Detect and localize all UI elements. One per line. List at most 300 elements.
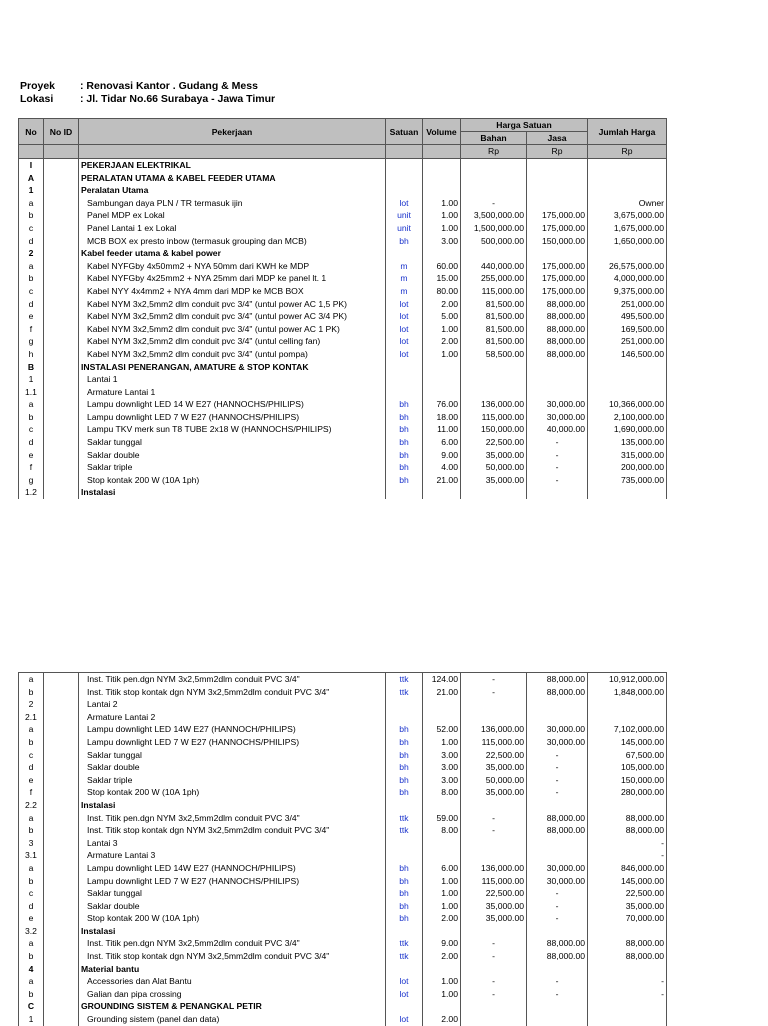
row-volume bbox=[423, 799, 461, 812]
row-pekerjaan: Kabel NYM 3x2,5mm2 dlm conduit pvc 3/4" (untul pompa) bbox=[79, 348, 386, 361]
row-volume: 1.00 bbox=[423, 875, 461, 888]
row-jasa bbox=[527, 247, 588, 260]
row-jumlah: 1,650,000.00 bbox=[588, 235, 667, 248]
row-jasa bbox=[527, 373, 588, 386]
row-jumlah: 495,500.00 bbox=[588, 310, 667, 323]
table-row bbox=[19, 862, 667, 875]
row-jumlah: - bbox=[588, 975, 667, 988]
row-jumlah: 10,366,000.00 bbox=[588, 398, 667, 411]
row-satuan bbox=[386, 386, 423, 399]
row-noid bbox=[44, 323, 79, 336]
row-noid bbox=[44, 209, 79, 222]
rab-table-page-2 bbox=[18, 672, 667, 1026]
row-noid bbox=[44, 461, 79, 474]
table-row bbox=[19, 963, 667, 976]
row-jasa: - bbox=[527, 761, 588, 774]
row-noid bbox=[44, 988, 79, 1001]
row-volume bbox=[423, 361, 461, 374]
row-volume: 4.00 bbox=[423, 461, 461, 474]
row-jasa bbox=[527, 184, 588, 197]
row-volume: 2.00 bbox=[423, 335, 461, 348]
row-bahan: 50,000.00 bbox=[461, 461, 527, 474]
row-volume: 9.00 bbox=[423, 449, 461, 462]
row-no: I bbox=[19, 159, 44, 172]
row-bahan bbox=[461, 963, 527, 976]
row-bahan: 35,000.00 bbox=[461, 912, 527, 925]
col-rp-jasa: Rp bbox=[527, 145, 588, 159]
row-volume: 21.00 bbox=[423, 474, 461, 487]
row-noid bbox=[44, 373, 79, 386]
row-noid bbox=[44, 774, 79, 787]
row-noid bbox=[44, 749, 79, 762]
row-jumlah: 169,500.00 bbox=[588, 323, 667, 336]
row-no: b bbox=[19, 686, 44, 699]
row-pekerjaan: MCB BOX ex presto inbow (termasuk grouping dan MCB) bbox=[79, 235, 386, 248]
row-volume: 18.00 bbox=[423, 411, 461, 424]
row-bahan: - bbox=[461, 812, 527, 825]
table-row bbox=[19, 799, 667, 812]
row-bahan: 115,000.00 bbox=[461, 411, 527, 424]
row-pekerjaan: Kabel NYM 3x2,5mm2 dlm conduit pvc 3/4" (untul celling fan) bbox=[79, 335, 386, 348]
row-volume bbox=[423, 184, 461, 197]
row-satuan: lot bbox=[386, 335, 423, 348]
row-satuan bbox=[386, 486, 423, 499]
row-satuan: bh bbox=[386, 774, 423, 787]
row-no: a bbox=[19, 862, 44, 875]
row-pekerjaan: Armature Lantai 3 bbox=[79, 849, 386, 862]
row-satuan bbox=[386, 925, 423, 938]
table-row bbox=[19, 950, 667, 963]
row-bahan: 81,500.00 bbox=[461, 310, 527, 323]
table-row bbox=[19, 348, 667, 361]
row-satuan: bh bbox=[386, 912, 423, 925]
row-jumlah: 135,000.00 bbox=[588, 436, 667, 449]
row-jasa bbox=[527, 197, 588, 210]
row-no: d bbox=[19, 298, 44, 311]
row-volume bbox=[423, 1000, 461, 1013]
table-row bbox=[19, 222, 667, 235]
table-row bbox=[19, 172, 667, 185]
row-noid bbox=[44, 937, 79, 950]
col-rp-jumlah: Rp bbox=[588, 145, 667, 159]
row-jasa: - bbox=[527, 449, 588, 462]
row-jumlah: 88,000.00 bbox=[588, 824, 667, 837]
row-no: a bbox=[19, 723, 44, 736]
table-row bbox=[19, 912, 667, 925]
row-pekerjaan: Kabel NYM 3x2,5mm2 dlm conduit pvc 3/4" (untul power AC 1,5 PK) bbox=[79, 298, 386, 311]
row-volume: 5.00 bbox=[423, 310, 461, 323]
row-volume: 1.00 bbox=[423, 988, 461, 1001]
row-jumlah: 7,102,000.00 bbox=[588, 723, 667, 736]
row-bahan: 1,500,000.00 bbox=[461, 222, 527, 235]
project-value: : Renovasi Kantor . Gudang & Mess bbox=[80, 80, 258, 92]
col-rp-bahan: Rp bbox=[461, 145, 527, 159]
row-no: b bbox=[19, 950, 44, 963]
row-jasa: 150,000.00 bbox=[527, 235, 588, 248]
table-row bbox=[19, 411, 667, 424]
row-noid bbox=[44, 436, 79, 449]
row-noid bbox=[44, 925, 79, 938]
row-jumlah: 70,000.00 bbox=[588, 912, 667, 925]
row-pekerjaan: Saklar triple bbox=[79, 461, 386, 474]
row-volume: 3.00 bbox=[423, 749, 461, 762]
row-bahan: - bbox=[461, 988, 527, 1001]
row-pekerjaan: Inst. Titik pen.dgn NYM 3x2,5mm2dlm conduit PVC 3/4" bbox=[79, 937, 386, 950]
row-pekerjaan: Kabel NYFGby 4x25mm2 + NYA 25mm dari MDP ke panel lt. 1 bbox=[79, 272, 386, 285]
row-jasa bbox=[527, 799, 588, 812]
row-no: b bbox=[19, 209, 44, 222]
table-row bbox=[19, 310, 667, 323]
table-row bbox=[19, 272, 667, 285]
row-pekerjaan: Inst. Titik stop kontak dgn NYM 3x2,5mm2dlm conduit PVC 3/4" bbox=[79, 824, 386, 837]
row-volume bbox=[423, 172, 461, 185]
row-volume: 8.00 bbox=[423, 786, 461, 799]
row-satuan: bh bbox=[386, 786, 423, 799]
row-satuan: bh bbox=[386, 723, 423, 736]
row-bahan: 500,000.00 bbox=[461, 235, 527, 248]
row-jasa bbox=[527, 698, 588, 711]
table-row bbox=[19, 285, 667, 298]
row-jumlah: 35,000.00 bbox=[588, 900, 667, 913]
row-volume: 1.00 bbox=[423, 197, 461, 210]
row-satuan bbox=[386, 963, 423, 976]
row-jasa bbox=[527, 711, 588, 724]
row-jasa bbox=[527, 159, 588, 172]
row-no: e bbox=[19, 774, 44, 787]
table-body-page-2 bbox=[19, 673, 667, 1026]
table-row bbox=[19, 335, 667, 348]
row-jasa: 30,000.00 bbox=[527, 411, 588, 424]
col-noid: No ID bbox=[44, 119, 79, 145]
row-bahan: 115,000.00 bbox=[461, 875, 527, 888]
row-pekerjaan: Inst. Titik stop kontak dgn NYM 3x2,5mm2dlm conduit PVC 3/4" bbox=[79, 950, 386, 963]
row-noid bbox=[44, 159, 79, 172]
row-no: g bbox=[19, 474, 44, 487]
col-blank bbox=[79, 145, 386, 159]
row-satuan: bh bbox=[386, 761, 423, 774]
row-jasa: 88,000.00 bbox=[527, 812, 588, 825]
table-row bbox=[19, 486, 667, 499]
row-jasa bbox=[527, 925, 588, 938]
row-satuan bbox=[386, 361, 423, 374]
table-row bbox=[19, 975, 667, 988]
row-jasa: - bbox=[527, 887, 588, 900]
row-jumlah: 22,500.00 bbox=[588, 887, 667, 900]
row-jumlah bbox=[588, 184, 667, 197]
row-jumlah: 88,000.00 bbox=[588, 937, 667, 950]
row-pekerjaan: Sambungan daya PLN / TR termasuk ijin bbox=[79, 197, 386, 210]
row-jasa bbox=[527, 837, 588, 850]
row-no: a bbox=[19, 937, 44, 950]
row-jumlah: 735,000.00 bbox=[588, 474, 667, 487]
row-jasa: 175,000.00 bbox=[527, 209, 588, 222]
table-row bbox=[19, 361, 667, 374]
row-volume: 80.00 bbox=[423, 285, 461, 298]
row-no: 3.1 bbox=[19, 849, 44, 862]
row-pekerjaan: PEKERJAAN ELEKTRIKAL bbox=[79, 159, 386, 172]
row-satuan bbox=[386, 184, 423, 197]
row-volume bbox=[423, 373, 461, 386]
row-jumlah: 145,000.00 bbox=[588, 875, 667, 888]
row-jasa: - bbox=[527, 474, 588, 487]
row-no: f bbox=[19, 786, 44, 799]
row-pekerjaan: Lantai 2 bbox=[79, 698, 386, 711]
row-bahan: 150,000.00 bbox=[461, 423, 527, 436]
row-pekerjaan: Kabel NYM 3x2,5mm2 dlm conduit pvc 3/4" (untul power AC 3/4 PK) bbox=[79, 310, 386, 323]
row-jasa: 88,000.00 bbox=[527, 298, 588, 311]
table-row bbox=[19, 449, 667, 462]
row-pekerjaan: Instalasi bbox=[79, 925, 386, 938]
row-bahan bbox=[461, 247, 527, 260]
row-volume: 1.00 bbox=[423, 975, 461, 988]
row-no: c bbox=[19, 222, 44, 235]
table-row bbox=[19, 386, 667, 399]
row-pekerjaan: Inst. Titik pen.dgn NYM 3x2,5mm2dlm conduit PVC 3/4" bbox=[79, 812, 386, 825]
row-pekerjaan: Galian dan pipa crossing bbox=[79, 988, 386, 1001]
row-no: C bbox=[19, 1000, 44, 1013]
row-no: e bbox=[19, 310, 44, 323]
row-noid bbox=[44, 222, 79, 235]
row-jumlah: 88,000.00 bbox=[588, 812, 667, 825]
row-satuan bbox=[386, 172, 423, 185]
row-volume bbox=[423, 386, 461, 399]
row-bahan: - bbox=[461, 950, 527, 963]
col-satuan: Satuan bbox=[386, 119, 423, 145]
row-satuan: bh bbox=[386, 461, 423, 474]
table-row bbox=[19, 774, 667, 787]
rab-table-page-1 bbox=[18, 118, 667, 499]
row-volume: 11.00 bbox=[423, 423, 461, 436]
row-no: g bbox=[19, 335, 44, 348]
row-no: a bbox=[19, 812, 44, 825]
row-jasa: 30,000.00 bbox=[527, 723, 588, 736]
row-jumlah: 3,675,000.00 bbox=[588, 209, 667, 222]
row-jasa bbox=[527, 172, 588, 185]
row-noid bbox=[44, 736, 79, 749]
row-volume: 59.00 bbox=[423, 812, 461, 825]
row-jasa: 175,000.00 bbox=[527, 272, 588, 285]
row-noid bbox=[44, 184, 79, 197]
row-no: d bbox=[19, 900, 44, 913]
row-satuan bbox=[386, 159, 423, 172]
row-jasa: - bbox=[527, 912, 588, 925]
row-satuan: bh bbox=[386, 474, 423, 487]
row-volume bbox=[423, 247, 461, 260]
row-satuan: bh bbox=[386, 862, 423, 875]
row-pekerjaan: Saklar double bbox=[79, 761, 386, 774]
row-noid bbox=[44, 761, 79, 774]
row-bahan bbox=[461, 799, 527, 812]
col-jasa: Jasa bbox=[527, 132, 588, 145]
row-no: a bbox=[19, 673, 44, 686]
row-bahan: 115,000.00 bbox=[461, 285, 527, 298]
row-noid bbox=[44, 887, 79, 900]
row-noid bbox=[44, 348, 79, 361]
row-no: a bbox=[19, 398, 44, 411]
row-bahan: 58,500.00 bbox=[461, 348, 527, 361]
project-line bbox=[20, 80, 258, 92]
row-jumlah: 26,575,000.00 bbox=[588, 260, 667, 273]
row-no: a bbox=[19, 260, 44, 273]
row-bahan bbox=[461, 486, 527, 499]
row-volume: 9.00 bbox=[423, 937, 461, 950]
row-no: 2 bbox=[19, 698, 44, 711]
row-jumlah: 67,500.00 bbox=[588, 749, 667, 762]
col-volume: Volume bbox=[423, 119, 461, 145]
row-jasa: 88,000.00 bbox=[527, 824, 588, 837]
row-jasa bbox=[527, 386, 588, 399]
row-jasa: 30,000.00 bbox=[527, 862, 588, 875]
row-jasa: - bbox=[527, 786, 588, 799]
row-bahan: - bbox=[461, 197, 527, 210]
row-jumlah: - bbox=[588, 837, 667, 850]
row-volume: 6.00 bbox=[423, 436, 461, 449]
row-no: h bbox=[19, 348, 44, 361]
row-no: 4 bbox=[19, 963, 44, 976]
table-row bbox=[19, 900, 667, 913]
row-jumlah bbox=[588, 386, 667, 399]
table-row bbox=[19, 786, 667, 799]
row-volume bbox=[423, 486, 461, 499]
row-bahan: 35,000.00 bbox=[461, 761, 527, 774]
row-volume: 6.00 bbox=[423, 862, 461, 875]
table-row bbox=[19, 209, 667, 222]
row-satuan: bh bbox=[386, 887, 423, 900]
row-no: c bbox=[19, 887, 44, 900]
row-pekerjaan: Panel MDP ex Lokal bbox=[79, 209, 386, 222]
table-row bbox=[19, 373, 667, 386]
row-jumlah bbox=[588, 247, 667, 260]
row-satuan: bh bbox=[386, 423, 423, 436]
row-jasa bbox=[527, 849, 588, 862]
row-bahan bbox=[461, 172, 527, 185]
row-pekerjaan: Saklar double bbox=[79, 449, 386, 462]
row-jumlah: 9,375,000.00 bbox=[588, 285, 667, 298]
row-jasa: 175,000.00 bbox=[527, 222, 588, 235]
row-jumlah bbox=[588, 373, 667, 386]
row-bahan: - bbox=[461, 686, 527, 699]
row-jumlah: 251,000.00 bbox=[588, 335, 667, 348]
row-volume: 1.00 bbox=[423, 222, 461, 235]
row-volume: 3.00 bbox=[423, 774, 461, 787]
row-no: c bbox=[19, 285, 44, 298]
row-no: 1.1 bbox=[19, 386, 44, 399]
row-jumlah: 251,000.00 bbox=[588, 298, 667, 311]
row-satuan: lot bbox=[386, 988, 423, 1001]
row-satuan: ttk bbox=[386, 937, 423, 950]
row-pekerjaan: Lampu TKV merk sun T8 TUBE 2x18 W (HANNOCHS/PHILIPS) bbox=[79, 423, 386, 436]
row-no: c bbox=[19, 749, 44, 762]
table-row bbox=[19, 711, 667, 724]
row-satuan: m bbox=[386, 260, 423, 273]
table-row bbox=[19, 749, 667, 762]
table-row bbox=[19, 812, 667, 825]
row-jumlah: - bbox=[588, 988, 667, 1001]
row-no: a bbox=[19, 975, 44, 988]
table-row bbox=[19, 925, 667, 938]
row-volume: 124.00 bbox=[423, 673, 461, 686]
row-bahan: 136,000.00 bbox=[461, 723, 527, 736]
row-jumlah bbox=[588, 698, 667, 711]
table-row bbox=[19, 323, 667, 336]
row-bahan: 81,500.00 bbox=[461, 335, 527, 348]
row-volume: 2.00 bbox=[423, 1013, 461, 1026]
row-noid bbox=[44, 686, 79, 699]
row-pekerjaan: Saklar double bbox=[79, 900, 386, 913]
row-jumlah: 145,000.00 bbox=[588, 736, 667, 749]
row-pekerjaan: Saklar tunggal bbox=[79, 887, 386, 900]
row-noid bbox=[44, 172, 79, 185]
row-jumlah: - bbox=[588, 849, 667, 862]
row-bahan: 50,000.00 bbox=[461, 774, 527, 787]
row-jasa: - bbox=[527, 900, 588, 913]
col-blank bbox=[386, 145, 423, 159]
row-bahan: 81,500.00 bbox=[461, 323, 527, 336]
row-no: A bbox=[19, 172, 44, 185]
row-jasa bbox=[527, 361, 588, 374]
row-noid bbox=[44, 975, 79, 988]
row-satuan: lot bbox=[386, 197, 423, 210]
table-row bbox=[19, 736, 667, 749]
row-noid bbox=[44, 786, 79, 799]
table-row bbox=[19, 761, 667, 774]
row-satuan: bh bbox=[386, 398, 423, 411]
row-no: a bbox=[19, 197, 44, 210]
row-volume: 15.00 bbox=[423, 272, 461, 285]
row-satuan bbox=[386, 711, 423, 724]
row-jasa: 88,000.00 bbox=[527, 950, 588, 963]
row-no: f bbox=[19, 461, 44, 474]
row-no: f bbox=[19, 323, 44, 336]
row-no: d bbox=[19, 436, 44, 449]
row-jumlah bbox=[588, 1000, 667, 1013]
row-volume: 3.00 bbox=[423, 761, 461, 774]
row-jumlah: 315,000.00 bbox=[588, 449, 667, 462]
row-volume: 1.00 bbox=[423, 209, 461, 222]
row-satuan: bh bbox=[386, 449, 423, 462]
row-jumlah: 2,100,000.00 bbox=[588, 411, 667, 424]
row-pekerjaan: Saklar tunggal bbox=[79, 749, 386, 762]
row-volume: 1.00 bbox=[423, 736, 461, 749]
row-jasa: - bbox=[527, 975, 588, 988]
row-jasa: - bbox=[527, 749, 588, 762]
row-jasa: 88,000.00 bbox=[527, 335, 588, 348]
row-satuan: ttk bbox=[386, 812, 423, 825]
table-row bbox=[19, 723, 667, 736]
row-satuan: bh bbox=[386, 436, 423, 449]
row-satuan bbox=[386, 373, 423, 386]
row-pekerjaan: INSTALASI PENERANGAN, AMATURE & STOP KONTAK bbox=[79, 361, 386, 374]
row-jumlah bbox=[588, 799, 667, 812]
row-jasa: - bbox=[527, 774, 588, 787]
row-pekerjaan: Lampu downlight LED 7 W E27 (HANNOCHS/PHILIPS) bbox=[79, 411, 386, 424]
row-jumlah bbox=[588, 486, 667, 499]
row-satuan: bh bbox=[386, 411, 423, 424]
row-noid bbox=[44, 298, 79, 311]
row-no: c bbox=[19, 423, 44, 436]
row-jasa: 30,000.00 bbox=[527, 736, 588, 749]
row-volume bbox=[423, 963, 461, 976]
table-row bbox=[19, 197, 667, 210]
row-jumlah bbox=[588, 159, 667, 172]
row-volume: 2.00 bbox=[423, 912, 461, 925]
row-bahan: 35,000.00 bbox=[461, 786, 527, 799]
table-row bbox=[19, 474, 667, 487]
row-noid bbox=[44, 411, 79, 424]
row-jasa: 40,000.00 bbox=[527, 423, 588, 436]
table-row bbox=[19, 247, 667, 260]
table-row bbox=[19, 824, 667, 837]
